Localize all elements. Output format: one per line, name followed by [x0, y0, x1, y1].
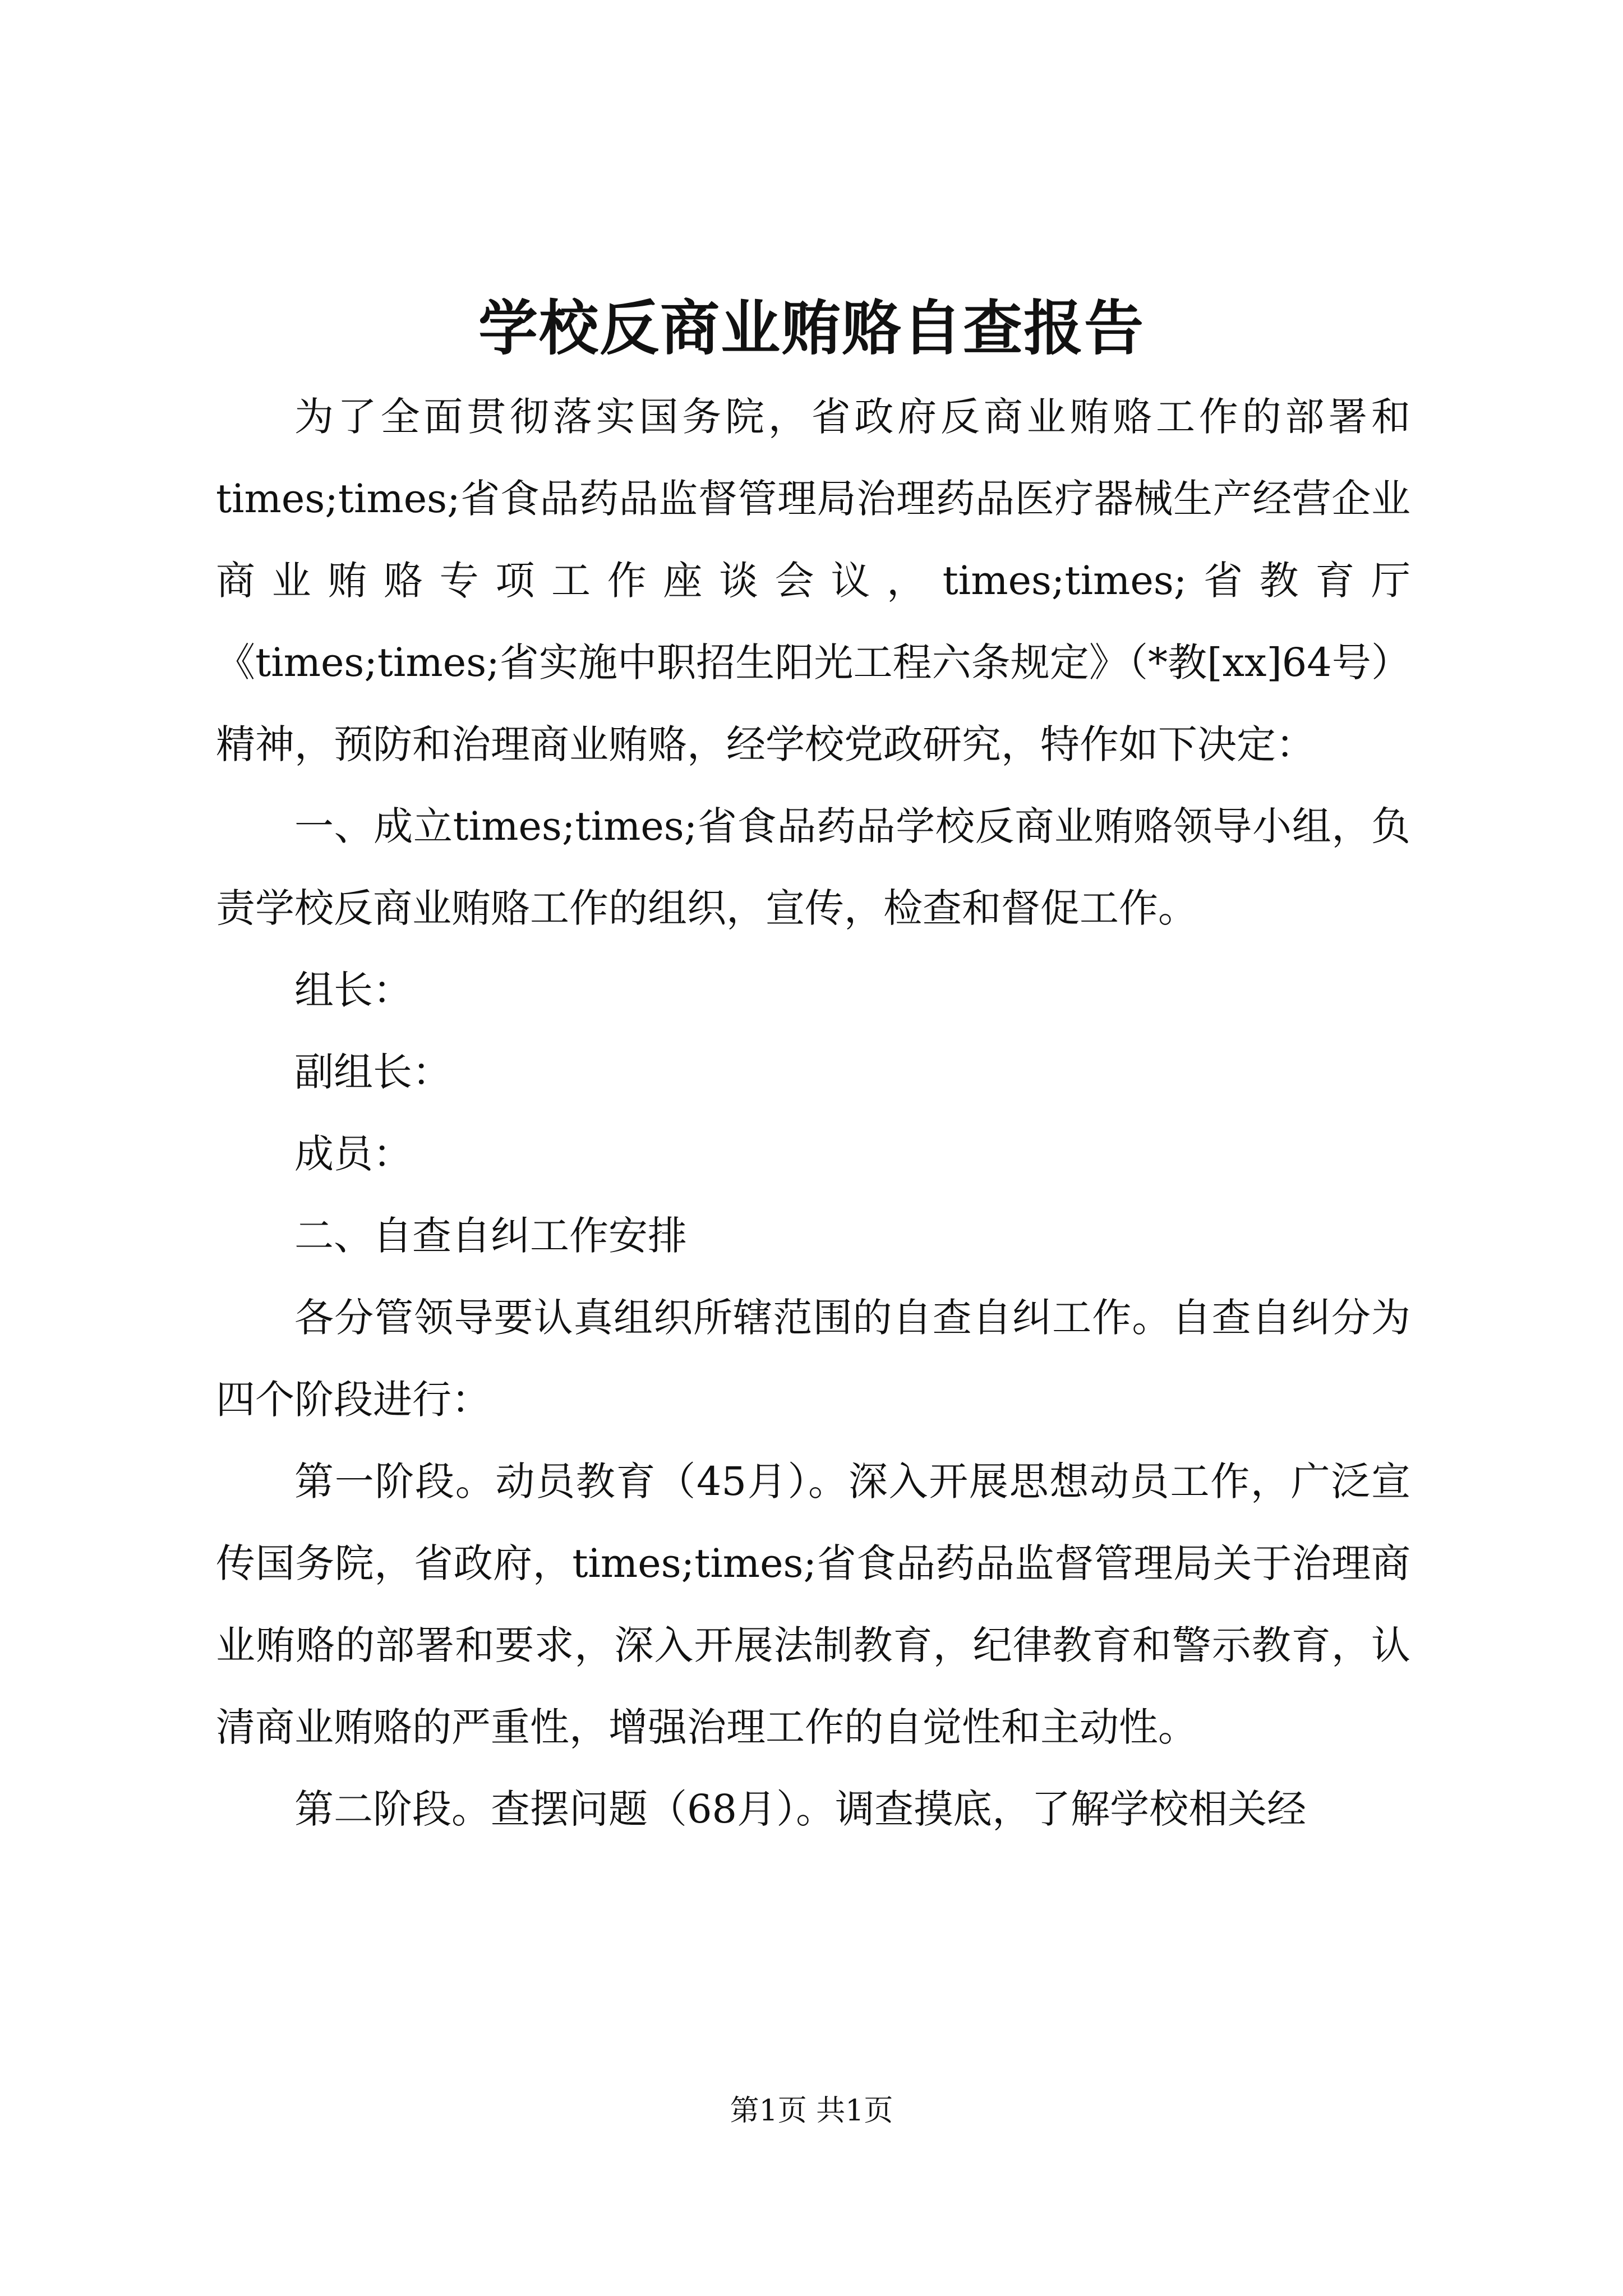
paragraph-group-leader: 组长：: [294, 967, 412, 1013]
paragraph-self-check: 各分管领导要认真组织所辖范围的自查自纠工作。自查自纠分为四个阶段进行：: [216, 1295, 1410, 1423]
paragraph-intro: 为了全面贯彻落实国务院，省政府反商业贿赂工作的部署和times;times;省食品药品监督管理局治理药品医疗器械生产经营企业商业贿赂专项工作座谈会议，times;times;省教育厅《times;times;省实施中职招生阳光工程六条规定》（*教[xx]64号）精神，预防和治理商业贿赂，经学校党政研究，特作如下决定：: [216, 394, 1410, 767]
paragraph-phase-1: 第一阶段。动员教育（45月）。深入开展思想动员工作，广泛宣传国务院，省政府，times;times;省食品药品监督管理局关于治理商业贿赂的部署和要求，深入开展法制教育，纪律教育和警示教育，认清商业贿赂的严重性，增强治理工作的自觉性和主动性。: [216, 1458, 1410, 1750]
paragraph-section-1: 一、成立times;times;省食品药品学校反商业贿赂领导小组，负责学校反商业贿赂工作的组织，宣传，检查和督促工作。: [216, 803, 1410, 931]
document-title: 学校反商业贿赂自查报告: [478, 293, 1145, 363]
paragraph-section-2-heading: 二、自查自纠工作安排: [294, 1213, 687, 1259]
paragraph-phase-2: 第二阶段。查摆问题（68月）。调查摸底，了解学校相关经: [294, 1786, 1307, 1832]
paragraph-deputy-leader: 副组长：: [294, 1049, 451, 1095]
page-footer: 第1页 共1页: [730, 2094, 893, 2128]
document-body: [216, 376, 1410, 1850]
paragraph-members: 成员：: [294, 1131, 412, 1177]
